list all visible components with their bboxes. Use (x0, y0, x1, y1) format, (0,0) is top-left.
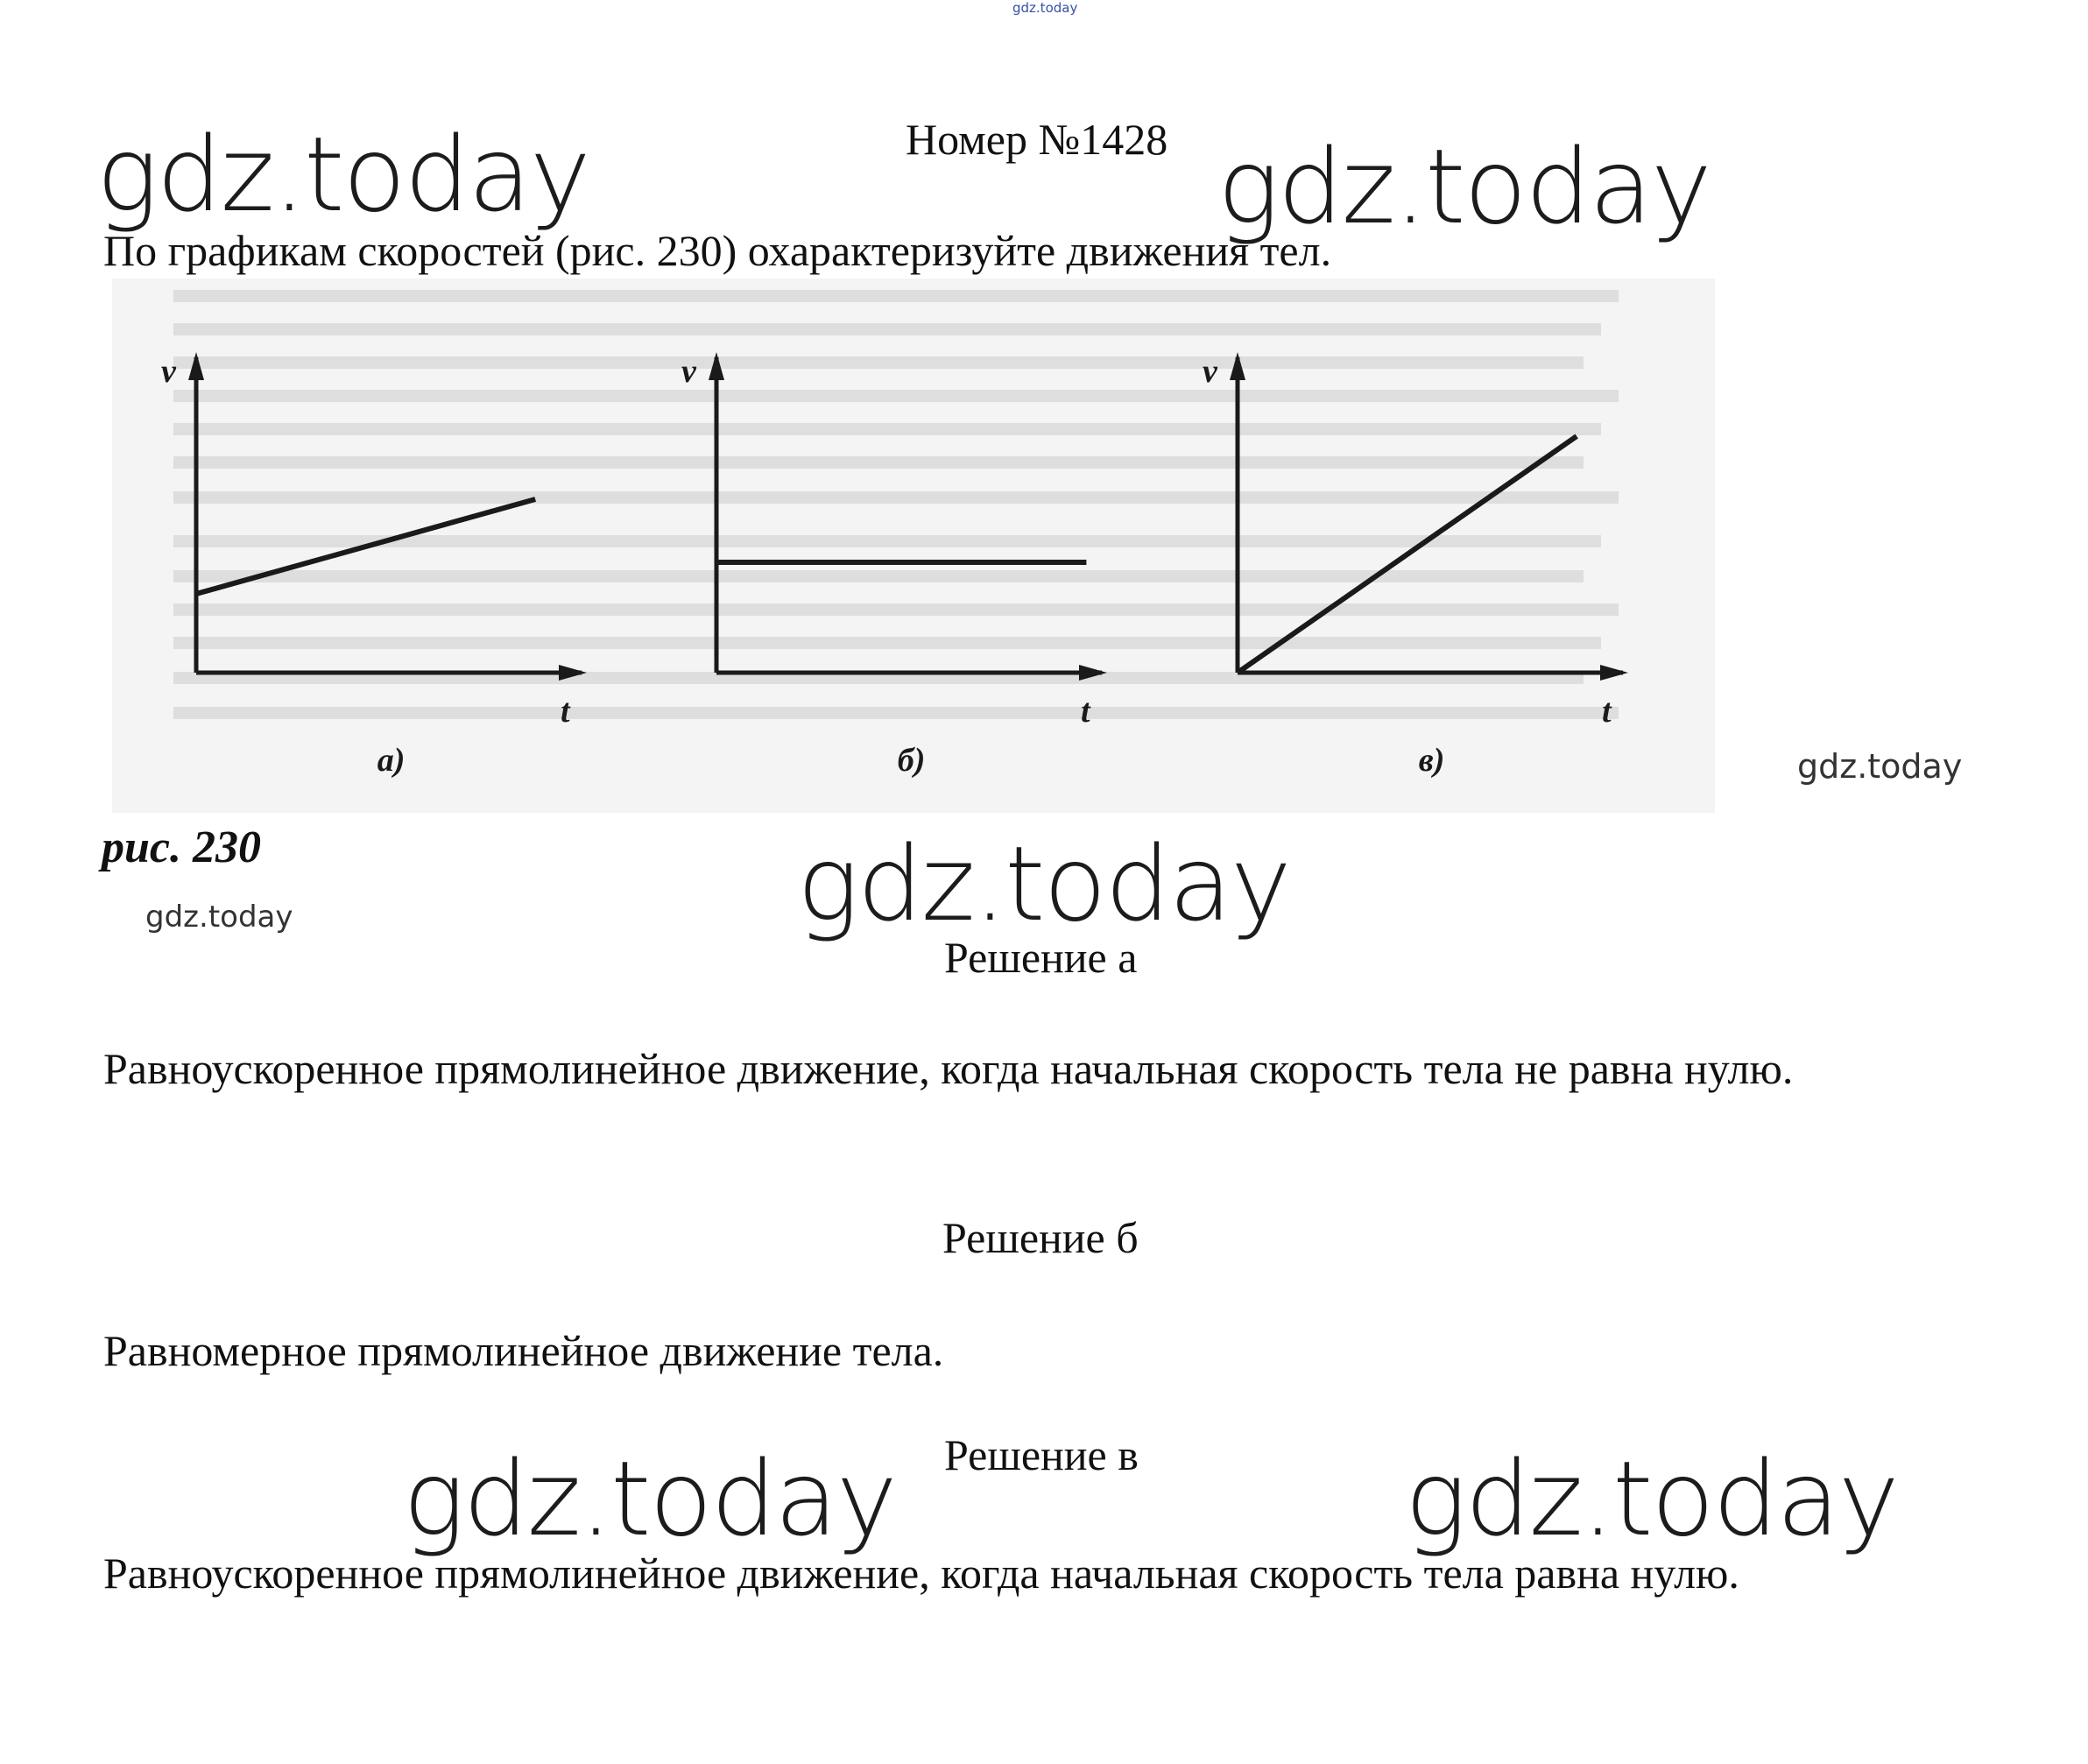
panel-label: в) (1418, 742, 1445, 779)
watermark-top: gdz.today (1012, 0, 1078, 16)
watermark-large: gdz.today (96, 114, 589, 235)
t-axis-label: t (561, 693, 570, 730)
watermark-large: gdz.today (1405, 1438, 1898, 1559)
watermark-large: gdz.today (797, 823, 1290, 944)
t-axis-arrow (1600, 665, 1628, 681)
solution-c-title: Решение в (944, 1430, 1139, 1479)
figure-230 (112, 279, 1715, 813)
v-axis-label: v (681, 353, 696, 390)
problem-statement: По графикам скоростей (рис. 230) охарактеризуйте движения тел. (103, 226, 1332, 275)
solution-b-text: Равномерное прямолинейное движение тела. (103, 1326, 944, 1375)
solution-a-title: Решение а (944, 933, 1138, 982)
panel-label: а) (377, 742, 406, 779)
v-axis-label: v (161, 353, 176, 390)
watermark-large: gdz.today (403, 1438, 896, 1559)
panel-label: б) (897, 742, 926, 779)
figure-scan (112, 279, 1715, 813)
problem-number: Номер №1428 (906, 115, 1168, 164)
solution-a-text: Равноускоренное прямолинейное движение, когда начальная скорость тела не равна нулю. (103, 1044, 1794, 1093)
v-axis-label: v (1203, 353, 1217, 390)
figure-caption: рис. 230 (102, 822, 261, 872)
watermark-large: gdz.today (1217, 126, 1711, 247)
watermark-small: gdz.today (145, 900, 293, 935)
solution-c-text: Равноускоренное прямолинейное движение, когда начальная скорость тела равна нулю. (103, 1549, 1739, 1598)
solution-b-title: Решение б (942, 1213, 1139, 1262)
t-axis-label: t (1081, 693, 1090, 730)
watermark-small: gdz.today (1797, 747, 1963, 786)
t-axis-label: t (1602, 693, 1612, 730)
